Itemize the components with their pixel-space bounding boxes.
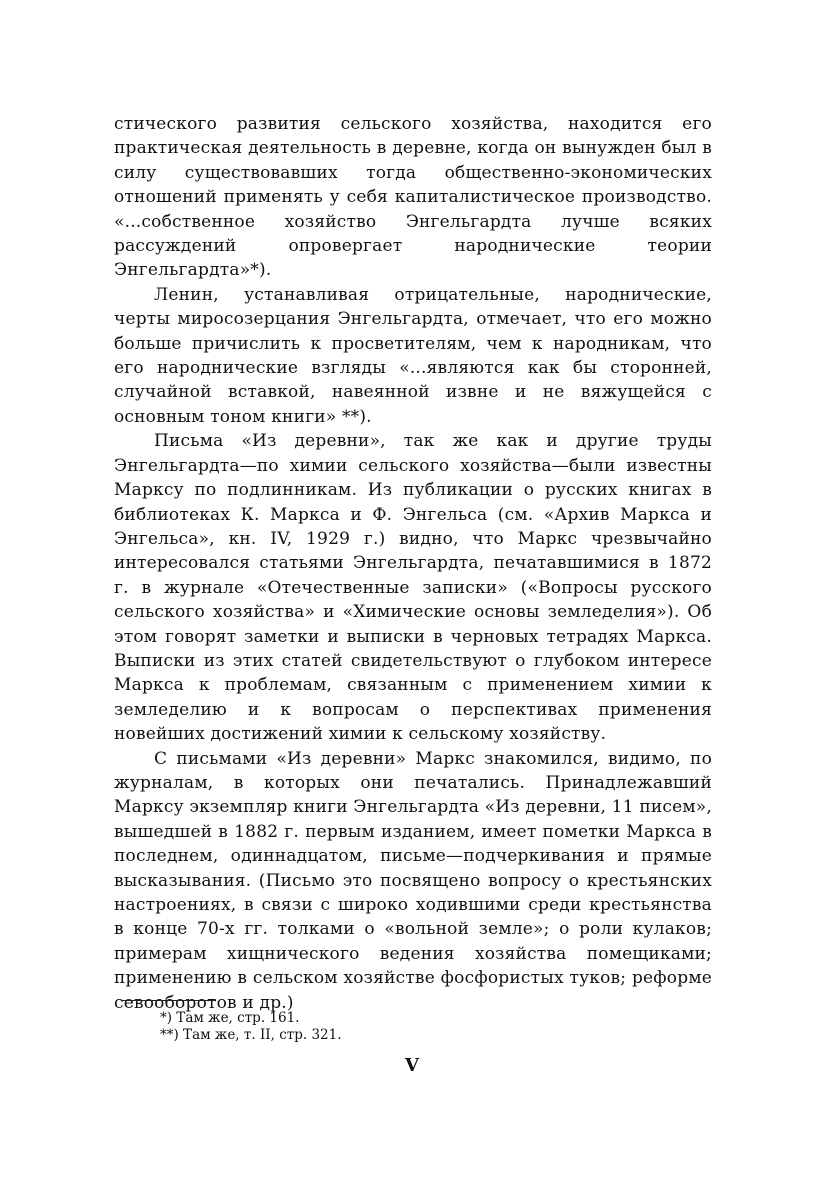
footnote-divider: [122, 1000, 216, 1001]
page-number: V: [405, 1055, 419, 1076]
footnote: *) Там же, стр. 161.: [160, 1010, 300, 1026]
paragraph: С письмами «Из деревни» Маркс знакомился, видимо, по журналам, в которых они печатались. Принадлежавший Марксу экземпляр книги Энгельгардта «Из деревни, 11 писем», вышедшей в 1882 г. первым изданием, имеет пометки Маркса в последнем, одиннадцатом, письме—подчеркивания и прямые высказывания. (Письмо это посвящено вопросу о крестьянских настроениях, в связи с широко ходившими среди крестьянства в конце 70-х гг. толками о «вольной земле»; о роли кулаков; примерам хищнического ведения хозяйства помещиками; применению в сельском хозяйстве фосфористых туков; реформе севооборотов и др.): [114, 748, 712, 1013]
paragraph: Ленин, устанавливая отрицательные, народнические, черты миросозерцания Энгельгардта, отмечает, что его можно больше причислить к просветителям, чем к народникам, что его народнические взгляды «...являются как бы сторонней, случайной вставкой, навеянной извне и не вяжущейся с основным тоном книги» **).: [114, 284, 712, 427]
footnotes: [160, 1010, 560, 1044]
footnote: **) Там же, т. II, стр. 321.: [160, 1027, 342, 1043]
paragraph-continuation: стического развития сельского хозяйства, находится его практическая деятельность в деревне, когда он вынужден был в силу существовавших тогда общественно-экономических отношений применять у себя капиталистическое производство. «...собственное хозяйство Энгельгардта лучше всяких рассуждений опровергает народнические теории Энгельгардта»*).: [114, 114, 712, 281]
paragraph: Письма «Из деревни», так же как и другие труды Энгельгардта—по химии сельского хозяйства—были известны Марксу по подлинникам. Из публикации о русских книгах в библиотеках К. Маркса и Ф. Энгельса (см. «Архив Маркса и Энгельса», кн. IV, 1929 г.) видно, что Маркс чрезвычайно интересовался статьями Энгельгардта, печатавшимися в 1872 г. в журнале «Отечественные записки» («Вопросы русского сельского хозяйства» и «Химические основы земледелия»). Об этом говорят заметки и выписки в черновых тетрадях Маркса. Выписки из этих статей свидетельствуют о глубоком интересе Маркса к проблемам, связанным с применением химии к земледелию и к вопросам о перспективах применения новейших достижений химии к сельскому хозяйству.: [114, 431, 712, 745]
body-text: [114, 112, 712, 1015]
